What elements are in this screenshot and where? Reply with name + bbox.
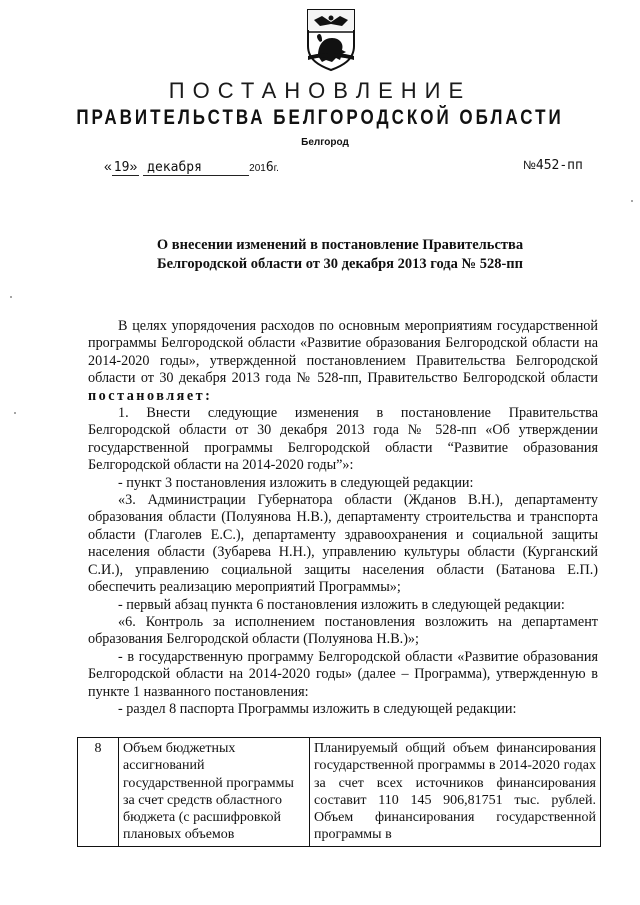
body-paragraph-item-3-text: «3. Администрации Губернатора области (Жданов В.Н.), департаменту образования области (Полуянова Н.В.), департаменту строительства и транспорта области (Глаголев Е.С.), департаменту здравоохранения и социальной защиты населения области (Зубарева Н.Н.), управлению культуры области (Курганский С.И.), управлению социальной защиты населения области (Батанова Е.П.) обеспечить реализацию мероприятий Программы»; — [88, 492, 598, 596]
date-close-quote: » — [129, 158, 138, 174]
body-paragraph-section-8-intro: - раздел 8 паспорта Программы изложить в следующей редакции: — [118, 700, 517, 717]
date-open-quote: « — [104, 158, 112, 174]
scan-speck — [631, 200, 633, 202]
scan-speck — [14, 412, 16, 414]
document-title — [0, 236, 640, 274]
title-line-2: Белгородской области от 30 декабря 2013 года № 528-пп — [157, 256, 523, 272]
body-paragraph-program-intro: - в государственную программу Белгородской области «Развитие образования Белгородской области на 2014-2020 годы» (далее – Программа), утвержденную в пункте 1 названного постановления: — [88, 648, 598, 700]
document-body — [88, 318, 598, 718]
decree-verb: постановляет: — [88, 387, 213, 404]
date-year-digit: 6 — [265, 160, 274, 175]
title-line-1: О внесении изменений в постановление Правительства — [156, 237, 524, 253]
passport-table — [77, 737, 601, 847]
table-cell-label: Объем бюджетных ассигнований государственной программы за счет средств областного бюджета (с расшифровкой плановых объемов — [119, 738, 310, 847]
document-date — [104, 158, 279, 176]
body-paragraph-item-3-intro: - пункт 3 постановления изложить в следующей редакции: — [118, 474, 474, 491]
belgorod-coat-of-arms-icon — [302, 6, 360, 72]
scan-speck — [10, 296, 12, 298]
table-cell-number: 8 — [78, 738, 119, 847]
preamble-text: В целях упорядочения расходов по основным мероприятиям государственной программы Белгородской области «Развитие образования Белгородской области на 2014-2020 годы», утвержденной постановлением Правительства Белгородской области от 30 декабря 2013 года № 528-пп, Правительство Белгородской области — [88, 318, 598, 387]
body-paragraph-item-6-text: «6. Контроль за исполнением постановления возложить на департамент образования Белгородской области (Полуянова Н.В.)»; — [88, 613, 598, 648]
table-cell-content: Планируемый общий объем финансирования государственной программы в 2014-2020 годах за счет всех источников финансирования составит 110 145 906,81751 тыс. рублей. Объем финансирования государственной программы в — [310, 738, 601, 847]
table-row — [78, 738, 601, 847]
date-year-prefix: 201 — [249, 163, 266, 174]
number-prefix: № — [523, 158, 536, 172]
body-paragraph-item-1: 1. Внести следующие изменения в постановление Правительства Белгородской области от 30 декабря 2013 года № 528-пп «Об утверждении государственной программы Белгородской области “Развитие образования Белгородской области на 2014-2020 годы”»: — [88, 405, 598, 474]
body-paragraph-item-6-intro: - первый абзац пункта 6 постановления изложить в следующей редакции: — [118, 596, 565, 613]
date-day: 19 — [113, 160, 130, 175]
body-paragraph-preamble — [88, 318, 598, 405]
date-month: декабря — [147, 160, 202, 175]
document-number — [523, 158, 583, 173]
issuer-heading: ПРАВИТЕЛЬСТВА БЕЛГОРОДСКОЙ ОБЛАСТИ — [76, 105, 564, 129]
document-type-heading: ПОСТАНОВЛЕНИЕ — [168, 78, 472, 103]
number-value: 452-пп — [535, 158, 583, 173]
city-label: Белгород — [301, 137, 349, 148]
date-year-suffix: г. — [273, 163, 279, 174]
